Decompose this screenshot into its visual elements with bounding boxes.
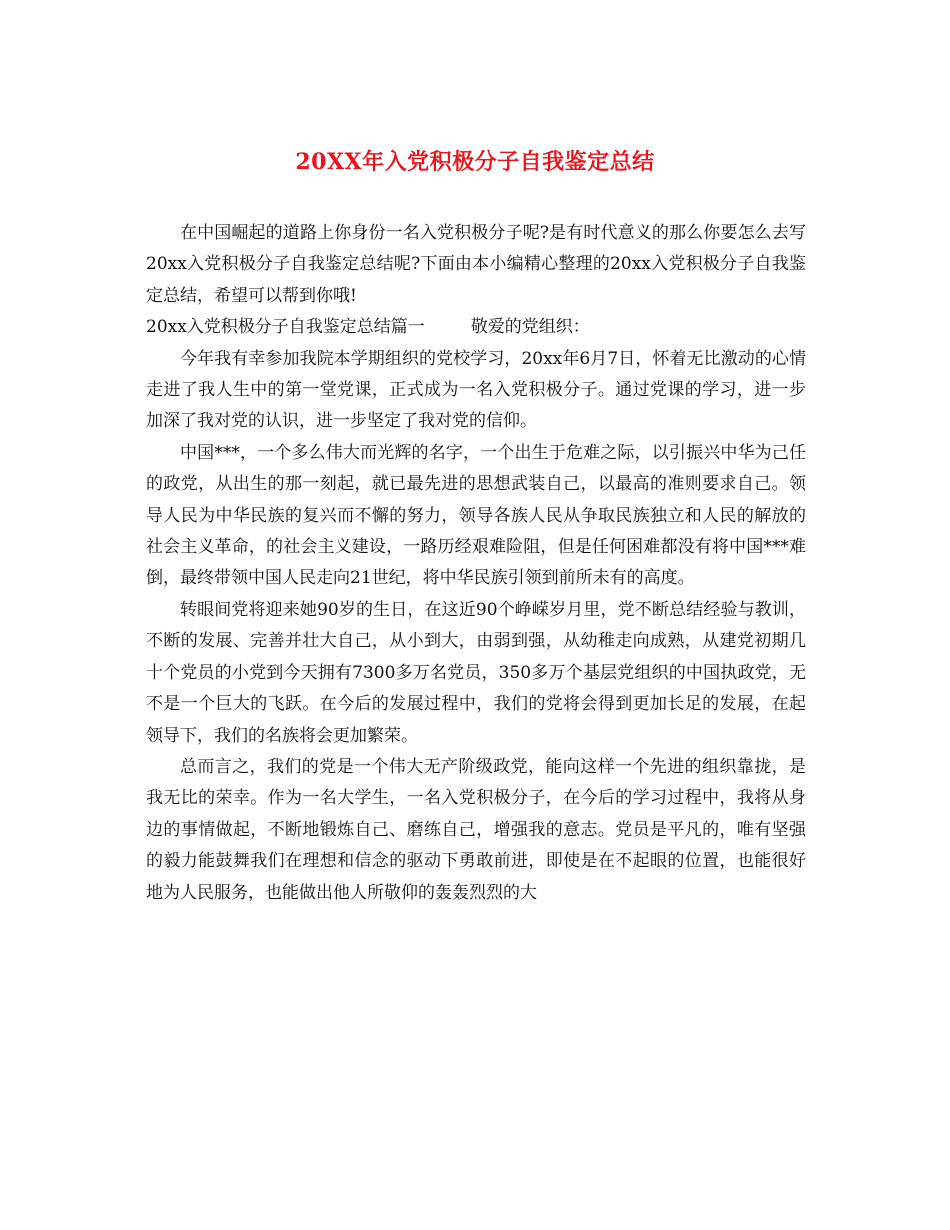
section-heading: 20xx入党积极分子自我鉴定总结篇一 (146, 317, 425, 338)
body-paragraph-1: 今年我有幸参加我院本学期组织的党校学习，20xx年6月7日，怀着无比激动的心情走进了我人生中的第一堂党课，正式成为一名入党积极分子。通过党课的学习，进一步加深了我对党的认识，进一步坚定了我对党的信仰。 (146, 348, 806, 432)
body-paragraph-3: 转眼间党将迎来她90岁的生日，在这近90个峥嵘岁月里，党不断总结经验与教训，不断的发展、完善并壮大自己，从小到大，由弱到强，从幼稚走向成熟，从建党初期几十个党员的小党到今天拥有7300多万名党员，350多万个基层党组织的中国执政党，无不是一个巨大的飞跃。在今后的发展过程中，我们的党将会得到更加长足的发展，在起领导下，我们的名族将会更加繁荣。 (146, 599, 806, 746)
document-title: 20XX年入党积极分子自我鉴定总结 (295, 149, 655, 175)
section-heading-line (146, 312, 806, 343)
intro-paragraph: 在中国崛起的道路上你身份一名入党积极分子呢?是有时代意义的那么你要怎么去写20xx入党积极分子自我鉴定总结呢?下面由本小编精心整理的20xx入党积极分子自我鉴定总结，希望可以帮到你哦! (146, 223, 806, 306)
salutation: 敬爱的党组织： (470, 317, 590, 338)
body-paragraph-4: 总而言之，我们的党是一个伟大无产阶级政党，能向这样一个先进的组织靠拢，是我无比的荣幸。作为一名大学生，一名入党积极分子，在今后的学习过程中，我将从身边的事情做起，不断地锻炼自己、磨练自己，增强我的意志。党员是平凡的，唯有坚强的毅力能鼓舞我们在理想和信念的驱动下勇敢前进，即使是在不起眼的位置，也能很好地为人民服务，也能做出他人所敬仰的轰轰烈烈的大 (146, 756, 806, 903)
body-paragraph-2: 中国***，一个多么伟大而光辉的名字，一个出生于危难之际，以引振兴中华为己任的政党，从出生的那一刻起，就已最先进的思想武装自己，以最高的准则要求自己。领导人民为中华民族的复兴而不懈的努力，领导各族人民从争取民族独立和人民的解放的社会主义革命，的社会主义建设，一路历经艰难险阻，但是任何困难都没有将中国***难倒，最终带领中国人民走向21世纪，将中华民族引领到前所未有的高度。 (146, 442, 806, 589)
document-body (146, 218, 806, 909)
